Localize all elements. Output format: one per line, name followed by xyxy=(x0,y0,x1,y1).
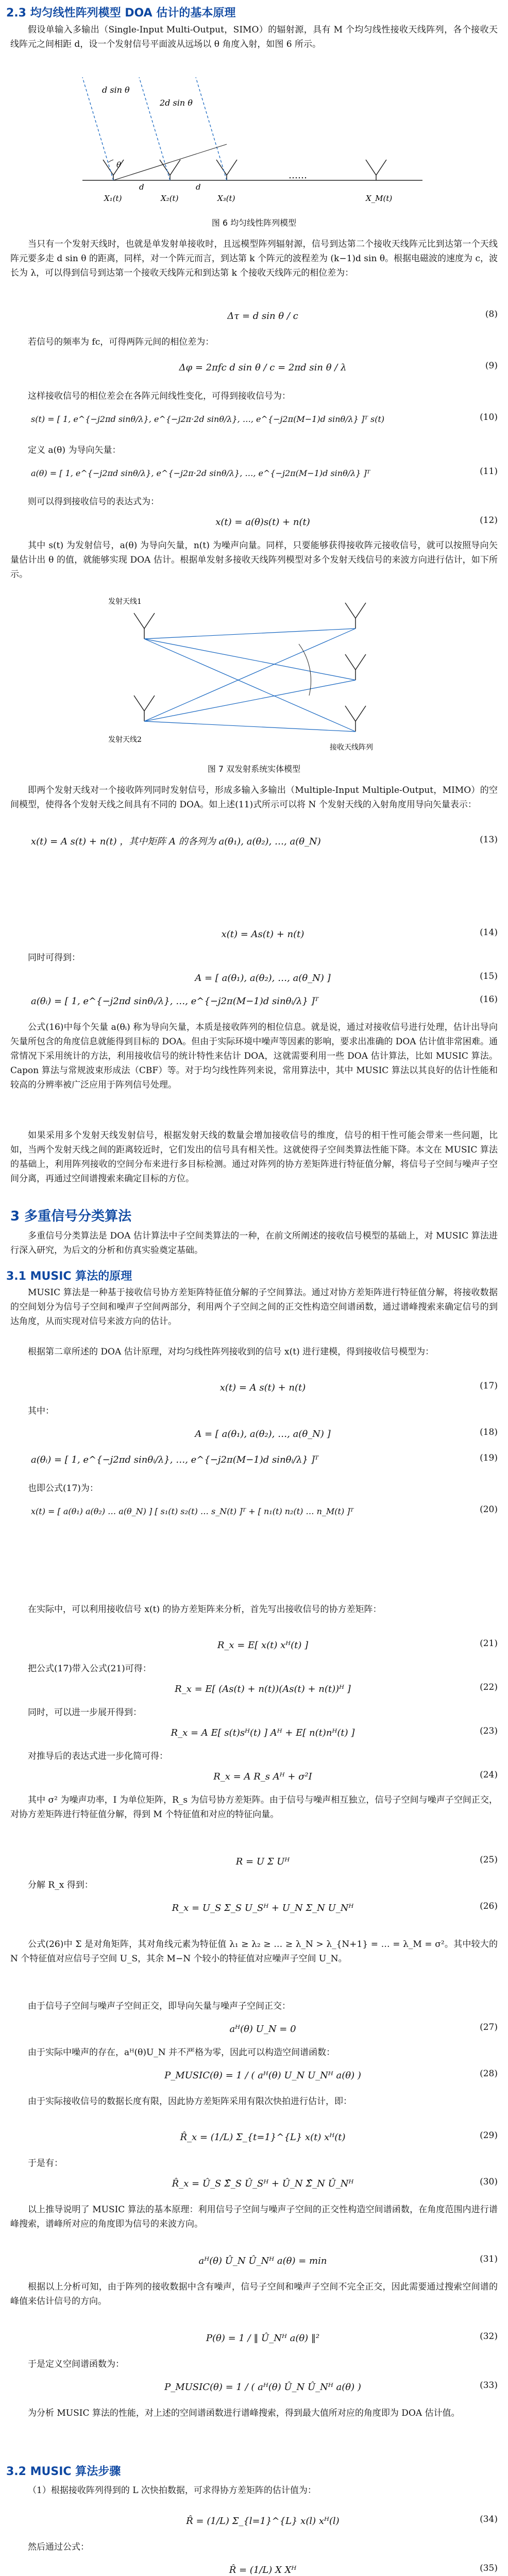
equation-number: (22) xyxy=(480,1682,498,1692)
section-heading-2-3: 2.3 均匀线性阵列模型 DOA 估计的基本原理 xyxy=(6,7,236,20)
label-x3: X₃(t) xyxy=(217,194,235,203)
equation-32: P(θ) = 1 / ‖ Û_Nᴴ a(θ) ‖² xyxy=(206,2333,320,2344)
equation-number: (20) xyxy=(480,1504,498,1515)
equation-27: aᴴ(θ) U_N = 0 xyxy=(229,2024,296,2035)
label-dsin: d sin θ xyxy=(102,85,130,95)
equation-28: P_MUSIC(θ) = 1 / ( aᴴ(θ) U_N U_Nᴴ a(θ) ) xyxy=(164,2070,361,2081)
paragraph: 公式(16)中每个矢量 a(θᵢ) 称为导向矢量，本质是接收阵列的相位信息。就是说，通过对接收信号进行处理，估计出导向矢量所包含的角度信息就能得到目标的 DOA。但由于实际环境中噪声等因素的影响，要求出准确的 DOA 估计值非常困难。通常情况下采用统计的方法，利用接收信号的统计特性来估计 DOA，这就需要利用一些 DOA 估计算法，比如 MUSIC 算法。Capon 算法与常规波束形成法（CBF）等。对于均匀线性阵列来说，常用算法中，其中 MUSIC 算法以其良好的估计性能和较高的分辨率被广泛应用于阵列信号处理。 xyxy=(10,1022,498,1090)
equation-8: Δτ = d sin θ / c xyxy=(227,311,298,321)
equation-number: (19) xyxy=(480,1453,498,1463)
equation-16: a(θᵢ) = [ 1, e^{−j2πd sinθᵢ/λ}, …, e^{−j2π(M−1)d sinθᵢ/λ} ]ᵀ xyxy=(31,996,319,1007)
equation-number: (23) xyxy=(480,1726,498,1736)
equation-25: R = U Σ Uᴴ xyxy=(235,1856,290,1867)
paragraph: 以上推导说明了 MUSIC 算法的基本原理：利用信号子空间与噪声子空间的正交性构造空间谱函数，在角度范围内进行谱峰搜索，谱峰所对应的角度即为信号的来波方向。 xyxy=(10,2205,498,2229)
paragraph: （1）根据接收阵列得到的 L 次快拍数据，可求得协方差矩阵的估计值为： xyxy=(28,2485,316,2496)
equation-number: (15) xyxy=(480,971,498,981)
paragraph: 多重信号分类算法是 DOA 估计算法中子空间类算法的一种，在前文所阐述的接收信号模型的基础上，对 MUSIC 算法进行深入研究，为后文的分析和仿真实验奠定基础。 xyxy=(10,1231,498,1256)
paragraph: 然后通过公式： xyxy=(28,2542,89,2552)
equation-11: a(θ) = [ 1, e^{−j2πd sinθ/λ}, e^{−j2π·2d sinθ/λ}, …, e^{−j2π(M−1)d sinθ/λ} ]ᵀ xyxy=(31,468,370,478)
equation-number: (33) xyxy=(480,2380,498,2391)
equation-number: (26) xyxy=(480,1901,498,1911)
equation-15: A = [ a(θ₁), a(θ₂), …, a(θ_N) ] xyxy=(195,973,331,984)
paragraph: 在实际中，可以利用接收信号 x(t) 的协方差矩阵来分析，首先写出接收信号的协方差矩阵： xyxy=(28,1604,382,1615)
equation-34: R̂ = (1/L) Σ_{l=1}^{L} x(l) xᴴ(l) xyxy=(186,2516,340,2527)
equation-number: (31) xyxy=(480,2254,498,2264)
paragraph: 定义 a(θ) 为导向矢量： xyxy=(28,445,121,455)
paragraph: 为分析 MUSIC 算法的性能，对上述的空间谱函数进行谱峰搜索，得到最大值所对应的角度即为 DOA 估计值。 xyxy=(28,2408,460,2418)
equation-17: x(t) = A s(t) + n(t) xyxy=(219,1382,306,1393)
equation-number: (8) xyxy=(485,309,498,319)
equation-number: (13) xyxy=(480,835,498,845)
paragraph: MUSIC 算法是一种基于接收信号协方差矩阵特征值分解的子空间算法。通过对协方差矩阵进行特征值分解，将接收数据的空间划分为信号子空间和噪声子空间两部分，利用两个子空间之间的正交性构造空间谱函数，通过谱峰搜索来确定信号的到达角度，从而实现对信号来波方向的估计。 xyxy=(10,1287,498,1327)
equation-35: R̂ = (1/L) X Xᴴ xyxy=(229,2565,297,2575)
paragraph: 分解 R_x 得到： xyxy=(28,1880,93,1890)
label-tx1: 发射天线1 xyxy=(108,598,142,606)
equation-number: (30) xyxy=(480,2177,498,2187)
equation-33: P_MUSIC(θ) = 1 / ( aᴴ(θ) Û_N Û_Nᴴ a(θ) ) xyxy=(164,2382,361,2393)
equation-number: (25) xyxy=(480,1855,498,1865)
label-xm: X_M(t) xyxy=(366,194,393,203)
equation-21: R_x = E[ x(t) xᴴ(t) ] xyxy=(217,1640,309,1651)
equation-number: (10) xyxy=(480,412,498,422)
label-d: d xyxy=(139,182,144,192)
label-2dsin: 2d sin θ xyxy=(160,98,193,108)
equation-10: s(t) = [ 1, e^{−j2πd sinθ/λ}, e^{−j2π·2d sinθ/λ}, …, e^{−j2π(M−1)d sinθ/λ} ]ᵀ s(t) xyxy=(31,414,385,424)
equation-number: (32) xyxy=(480,2331,498,2342)
paragraph: 同时可得到： xyxy=(28,953,80,963)
paragraph: 其中： xyxy=(28,1406,54,1416)
equation-number: (17) xyxy=(480,1381,498,1391)
paragraph: 则可以得到接收信号的表达式为： xyxy=(28,497,159,507)
equation-13: x(t) = A s(t) + n(t) ，其中矩阵 A 的各列为 a(θ₁), a(θ₂), …, a(θ_N) xyxy=(31,836,321,847)
paragraph: 假设单输入多输出（Single-Input Multi-Output，SIMO）的辐射源，具有 M 个均匀线性接收天线阵列，各个接收天线阵元之间相距 d，设一个发射信号平面波从远场以 θ 角度入射，如图 6 所示。 xyxy=(10,25,498,49)
paragraph: 于是定义空间谱函数为： xyxy=(28,2359,124,2369)
equation-number: (27) xyxy=(480,2022,498,2032)
paragraph: 根据以上分析可知，由于阵列的接收数据中含有噪声，信号子空间和噪声子空间不完全正交，因此需要通过搜索空间谱的峰值来估计信号的方向。 xyxy=(10,2282,498,2307)
equation-number: (35) xyxy=(480,2563,498,2573)
section-heading-3-1: 3.1 MUSIC 算法的原理 xyxy=(6,1270,132,1283)
equation-number: (9) xyxy=(485,361,498,371)
equation-number: (34) xyxy=(480,2514,498,2524)
equation-30: R̂_x = Û_S Σ̂_S Û_Sᴴ + Û_N Σ̂_N Û_Nᴴ xyxy=(172,2178,354,2189)
label-rx: 接收天线阵列 xyxy=(330,743,373,752)
label-tx2: 发射天线2 xyxy=(108,736,142,744)
label-d-2: d xyxy=(196,182,201,192)
section-heading-3-2: 3.2 MUSIC 算法步骤 xyxy=(6,2465,121,2478)
paragraph: 当只有一个发射天线时，也就是单发射单接收时，且远模型阵列辐射源，信号到达第二个接收天线阵元比到达第一个天线阵元要多走 d sin θ 的距离，同样，对一个阵元而言，到达第 k 个阵元的波程差为 (k−1)d sin θ。根据电磁波的速度为 c，波长为 λ，可以得到信号到达第一个接收天线阵元和到达第 k 个接收天线阵元的相位差为： xyxy=(10,239,498,278)
equation-number: (18) xyxy=(480,1427,498,1437)
paragraph: 把公式(17)带入公式(21)可得： xyxy=(28,1664,151,1674)
paragraph: 对推导后的表达式进一步化简可得： xyxy=(28,1751,168,1761)
equation-number: (16) xyxy=(480,994,498,1005)
equation-22: R_x = E[ (As(t) + n(t))(As(t) + n(t))ᴴ ] xyxy=(175,1684,351,1694)
label-x1: X₁(t) xyxy=(104,194,122,203)
equation-31: aᴴ(θ) Û_N Û_Nᴴ a(θ) = min xyxy=(198,2256,327,2266)
section-heading-3: 3 多重信号分类算法 xyxy=(10,1209,132,1224)
equation-23: R_x = A E[ s(t)sᴴ(t) ] Aᴴ + E[ n(t)nᴴ(t) ] xyxy=(171,1727,355,1738)
equation-19: a(θᵢ) = [ 1, e^{−j2πd sinθᵢ/λ}, …, e^{−j2π(M−1)d sinθᵢ/λ} ]ᵀ xyxy=(31,1454,319,1465)
label-x2: X₂(t) xyxy=(161,194,179,203)
equation-number: (29) xyxy=(480,2130,498,2141)
equation-number: (12) xyxy=(480,515,498,526)
equation-14: x(t) = As(t) + n(t) xyxy=(221,929,304,940)
label-dots: …… xyxy=(289,170,307,181)
equation-20: x(t) = [ a(θ₁) a(θ₂) … a(θ_N) ] [ s₁(t) s₂(t) … s_N(t) ]ᵀ + [ n₁(t) n₂(t) … n_M(t) ]ᵀ xyxy=(31,1506,354,1516)
equation-number: (11) xyxy=(480,466,498,477)
label-theta: θ xyxy=(116,160,122,170)
paragraph: 若信号的频率为 fc，可得两阵元间的相位差为： xyxy=(28,337,214,347)
paragraph: 同时，可以进一步展开得到： xyxy=(28,1707,142,1718)
paragraph: 其中 σ² 为噪声功率，I 为单位矩阵，R_s 为信号协方差矩阵。由于信号与噪声相互独立，信号子空间与噪声子空间正交，对协方差矩阵进行特征值分解，得到 M 个特征值和对应的特征向量。 xyxy=(10,1795,498,1820)
paragraph: 其中 s(t) 为发射信号，a(θ) 为导向矢量，n(t) 为噪声向量。同样，只要能够获得接收阵元接收信号，就可以按照导向矢量估计出 θ 的值，就能够实现 DOA 估计。根据单发射多接收天线阵列模型对多个发射天线信号的来波方向进行估计，如下所示。 xyxy=(10,540,498,580)
equation-12: x(t) = a(θ)s(t) + n(t) xyxy=(215,517,310,528)
figure-7-dual-transmitter xyxy=(103,592,412,757)
paragraph: 也即公式(17)为： xyxy=(28,1483,98,1494)
paragraph: 由于信号子空间与噪声子空间正交，即导向矢量与噪声子空间正交： xyxy=(28,2001,291,2011)
paragraph: 如果采用多个发射天线发射信号，根据发射天线的数量会增加接收信号的维度，信号的相干性可能会带来一些问题，比如，当两个发射天线之间的距离较近时，它们发出的信号具有相关性。这就使得子空间类算法性能下降。本文在 MUSIC 算法的基础上，利用阵列接收的空间分布来进行多目标检测。通过对阵列的协方差矩阵进行特征值分解，将信号子空间与噪声子空间分离，再通过空间谱搜索来确定目标的方位。 xyxy=(10,1130,498,1184)
paragraph: 这样接收信号的相位差会在各阵元间线性变化，可得到接收信号为： xyxy=(28,391,291,401)
equation-24: R_x = A R_s Aᴴ + σ²I xyxy=(213,1771,312,1782)
equation-18: A = [ a(θ₁), a(θ₂), …, a(θ_N) ] xyxy=(195,1429,331,1439)
equation-number: (24) xyxy=(480,1770,498,1780)
figure-7-caption: 图 7 双发射系统实体模型 xyxy=(207,764,301,774)
figure-6-linear-array xyxy=(72,57,433,211)
paragraph: 由于实际中噪声的存在，aᴴ(θ)U_N 并不严格为零，因此可以构造空间谱函数： xyxy=(28,2047,335,2058)
figure-6-caption: 图 6 均匀线性阵列模型 xyxy=(211,218,297,228)
equation-26: R_x = U_S Σ_S U_Sᴴ + U_N Σ_N U_Nᴴ xyxy=(172,1903,354,1913)
equation-number: (21) xyxy=(480,1638,498,1649)
equation-number: (28) xyxy=(480,2069,498,2079)
paragraph: 公式(26)中 Σ 是对角矩阵，其对角线元素为特征值 λ₁ ≥ λ₂ ≥ … ≥ λ_N > λ_{N+1} = … = λ_M = σ²。其中较大的 N 个特征值对应信号子空间 U_S，其余 M−N 个较小的特征值对应噪声子空间 U_N。 xyxy=(10,1939,498,1964)
equation-29: R̂_x = (1/L) Σ_{t=1}^{L} x(t) xᴴ(t) xyxy=(180,2132,346,2143)
paragraph: 于是有： xyxy=(28,2158,63,2168)
paragraph: 根据第二章所述的 DOA 估计原理，对均匀线性阵列接收到的信号 x(t) 进行建模，得到接收信号模型为： xyxy=(28,1347,434,1357)
paragraph: 即两个发射天线对一个接收阵列同时发射信号，形成多输入多输出（Multiple-Input Multiple-Output，MIMO）的空间模型，使得各个发射天线之间具有不同的 DOA。如上述(11)式所示可以将 N 个发射天线的入射角度用导向矢量表示： xyxy=(10,785,498,810)
equation-9: Δφ = 2πfc d sin θ / c = 2πd sin θ / λ xyxy=(179,362,347,373)
paragraph: 由于实际接收信号的数据长度有限，因此协方差矩阵采用有限次快拍进行估计，即： xyxy=(28,2096,352,2107)
equation-number: (14) xyxy=(480,927,498,938)
